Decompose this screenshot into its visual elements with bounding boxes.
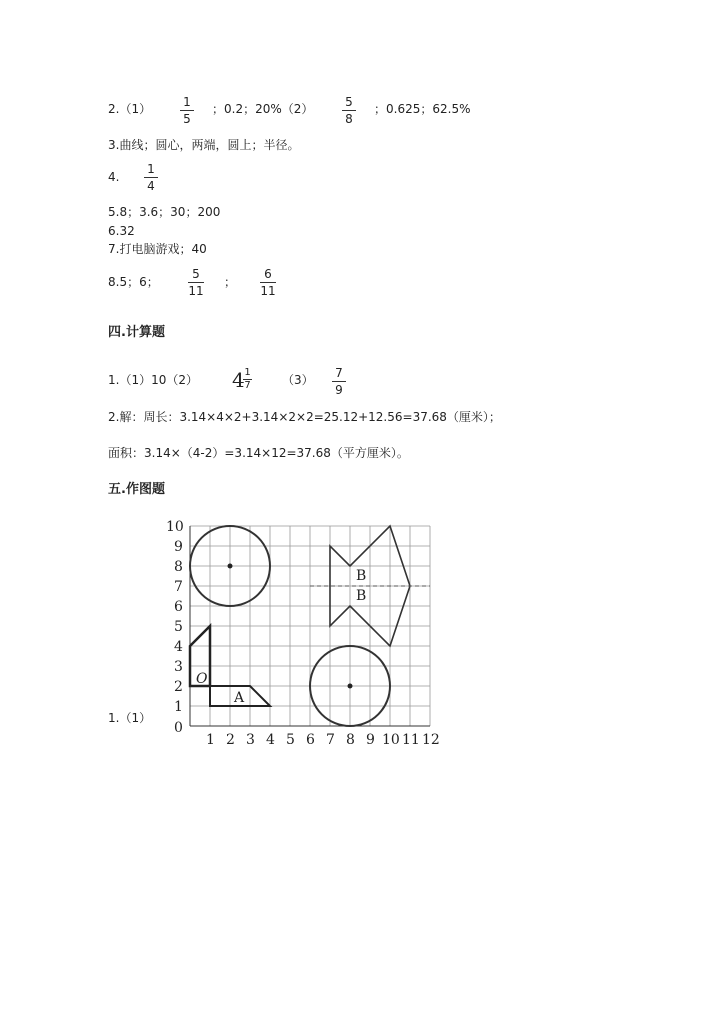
q4-fraction-numerator: 1 (147, 162, 155, 176)
point-o-label: O (196, 671, 208, 687)
y-tick-label: 3 (174, 659, 183, 675)
x-tick-label: 5 (286, 732, 295, 746)
q4-prefix: 4. (108, 170, 120, 184)
q2-fraction-2 (342, 96, 356, 125)
q4-fraction-denominator: 4 (147, 179, 155, 193)
calc1-fraction-2-numerator: 7 (335, 366, 343, 380)
q6-answer: 6.32 (108, 224, 135, 238)
grid-figure (160, 516, 450, 746)
x-tick-label: 1 (206, 732, 215, 746)
shape-b-top-label: B (356, 568, 367, 584)
q8-fraction-1 (188, 268, 204, 297)
q8-fraction-2-denominator: 11 (260, 284, 276, 298)
x-tick-label: 10 (382, 732, 400, 746)
calc1-prefix: 1.（1）10（2） (108, 373, 198, 387)
grid-lines (190, 526, 430, 726)
q4-fraction (144, 163, 158, 192)
y-tick-label: 8 (174, 559, 183, 575)
x-tick-label: 0 (174, 720, 183, 736)
q3-answer: 3.曲线；圆心，两端，圆上；半径。 (108, 138, 300, 152)
calc1-fraction-2-denominator: 9 (335, 383, 343, 397)
q2-fraction-2-denominator: 8 (345, 112, 353, 126)
q2-middle: ；0.2；20%（2） (212, 102, 314, 116)
y-tick-label: 5 (174, 619, 183, 635)
y-tick-label: 2 (174, 679, 183, 695)
calc1-part3-label: （3） (282, 373, 314, 387)
q8-prefix: 8.5；6； (108, 275, 159, 289)
y-tick-label: 6 (174, 599, 183, 615)
calc1-fraction-2 (332, 367, 346, 396)
circle-lower-right-center (348, 684, 353, 689)
calc1-mixed-fraction (243, 368, 252, 391)
x-tick-label: 2 (226, 732, 235, 746)
q8-fraction-2-numerator: 6 (264, 267, 272, 281)
q8-separator: ； (224, 275, 237, 289)
x-tick-label: 11 (402, 732, 420, 746)
q2-fraction-1-numerator: 1 (183, 95, 191, 109)
q8-fraction-1-denominator: 11 (188, 284, 204, 298)
q2-fraction-2-numerator: 5 (345, 95, 353, 109)
y-tick-label: 7 (174, 579, 183, 595)
q2-suffix: ；0.625；62.5% (374, 102, 471, 116)
y-tick-label: 1 (174, 699, 183, 715)
q8-fraction-1-numerator: 5 (192, 267, 200, 281)
circle-upper-left-center (228, 564, 233, 569)
calc1-mixed-fraction-denominator: 7 (244, 380, 251, 391)
x-tick-labels (174, 720, 440, 746)
y-tick-labels (166, 519, 184, 715)
x-tick-label: 9 (366, 732, 375, 746)
q8-fraction-2 (260, 268, 276, 297)
x-tick-label: 6 (306, 732, 315, 746)
y-tick-label: 10 (166, 519, 184, 535)
draw1-label: 1.（1） (108, 711, 152, 725)
q2-fraction-1-denominator: 5 (183, 112, 191, 126)
calc1-mixed-whole: 4 (232, 368, 245, 392)
y-tick-label: 4 (174, 639, 183, 655)
q7-answer: 7.打电脑游戏；40 (108, 242, 207, 256)
shape-a-label: A (234, 690, 245, 706)
q5-answer: 5.8；3.6；30；200 (108, 205, 221, 219)
section-5-heading: 五.作图题 (108, 482, 165, 497)
q2-prefix: 2.（1） (108, 102, 152, 116)
q2-fraction-1 (180, 96, 194, 125)
shape-b-bottom-label: B (356, 588, 367, 604)
calc1-mixed-fraction-numerator: 1 (244, 367, 251, 378)
x-tick-label: 12 (422, 732, 440, 746)
x-tick-label: 8 (346, 732, 355, 746)
y-tick-label: 9 (174, 539, 183, 555)
x-tick-label: 4 (266, 732, 275, 746)
calc3-solution: 面积：3.14×（4-2）=3.14×12=37.68（平方厘米）。 (108, 446, 409, 460)
x-tick-label: 3 (246, 732, 255, 746)
section-4-heading: 四.计算题 (108, 325, 165, 340)
calc2-solution: 2.解：周长：3.14×4×2+3.14×2×2=25.12+12.56=37.68（厘米）； (108, 410, 501, 424)
x-tick-label: 7 (326, 732, 335, 746)
